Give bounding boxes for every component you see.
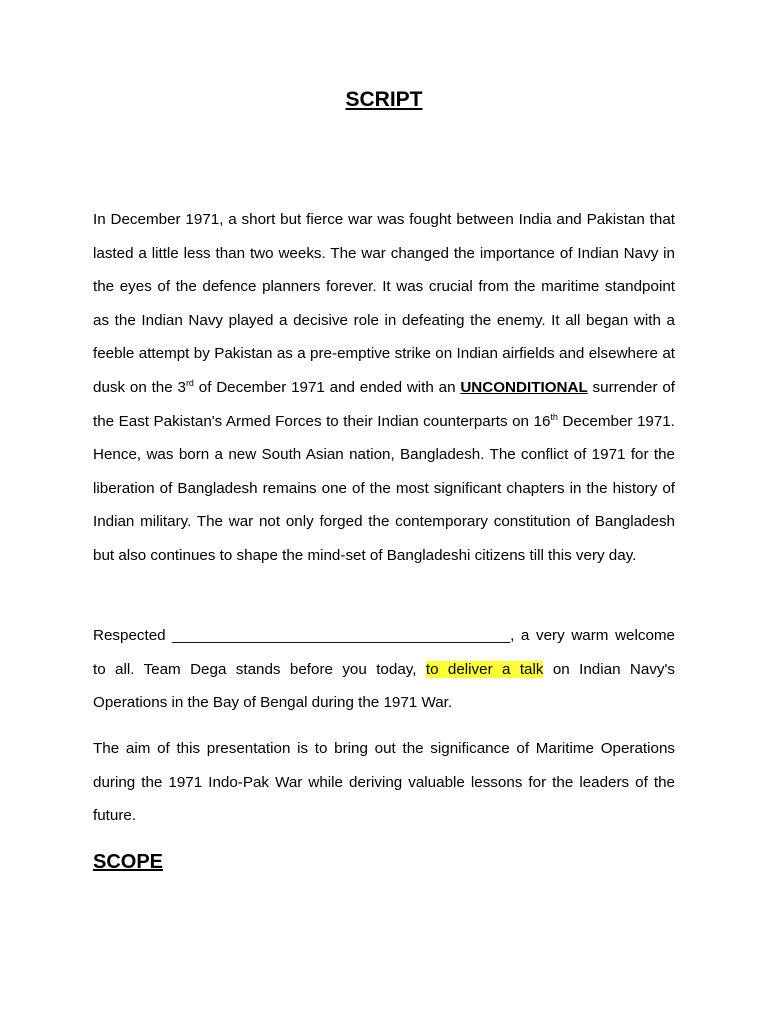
welcome-paragraph: [93, 619, 675, 720]
welcome-text-2: on Indian Navy's Operations in the Bay of Bengal during the 1971 War.: [93, 660, 675, 712]
scope-heading: SCOPE: [93, 851, 164, 873]
welcome-text-1: Respected ________________________________________, a very warm welcome to all. Team Dega stands before you today,: [93, 627, 675, 678]
ordinal-suffix-th: th: [550, 411, 558, 422]
highlighted-text: to deliver a talk: [425, 660, 544, 678]
document-title: SCRIPT: [345, 88, 423, 111]
intro-text-2: of December 1971 and ended with an: [193, 378, 461, 396]
intro-text-3: surrender of the East Pakistan's Armed Forces to their Indian counterparts on 16: [93, 378, 675, 430]
ordinal-suffix-rd: rd: [185, 377, 194, 388]
intro-text-1: In December 1971, a short but fierce war was fought between India and Pakistan that lasted a little less than two weeks. The war changed the importance of Indian Navy in the eyes of the defence planners forever. It was crucial from the maritime standpoint as the Indian Navy played a decisive role in defeating the enemy. It all began with a feeble attempt by Pakistan as a pre-emptive strike on Indian airfields and elsewhere at dusk on the 3: [93, 211, 675, 396]
unconditional-emphasis: UNCONDITIONAL: [460, 378, 588, 396]
intro-paragraph: [93, 203, 675, 573]
intro-text-4: December 1971. Hence, was born a new South Asian nation, Bangladesh. The conflict of 1971 for the liberation of Bangladesh remains one of the most significant chapters in the history of Indian military. The war not only forged the contemporary constitution of Bangladesh but also continues to shape the mind-set of Bangladeshi citizens till this very day.: [93, 412, 675, 564]
aim-paragraph: The aim of this presentation is to bring out the significance of Maritime Operations during the 1971 Indo-Pak War while deriving valuable lessons for the leaders of the future.: [93, 740, 675, 825]
